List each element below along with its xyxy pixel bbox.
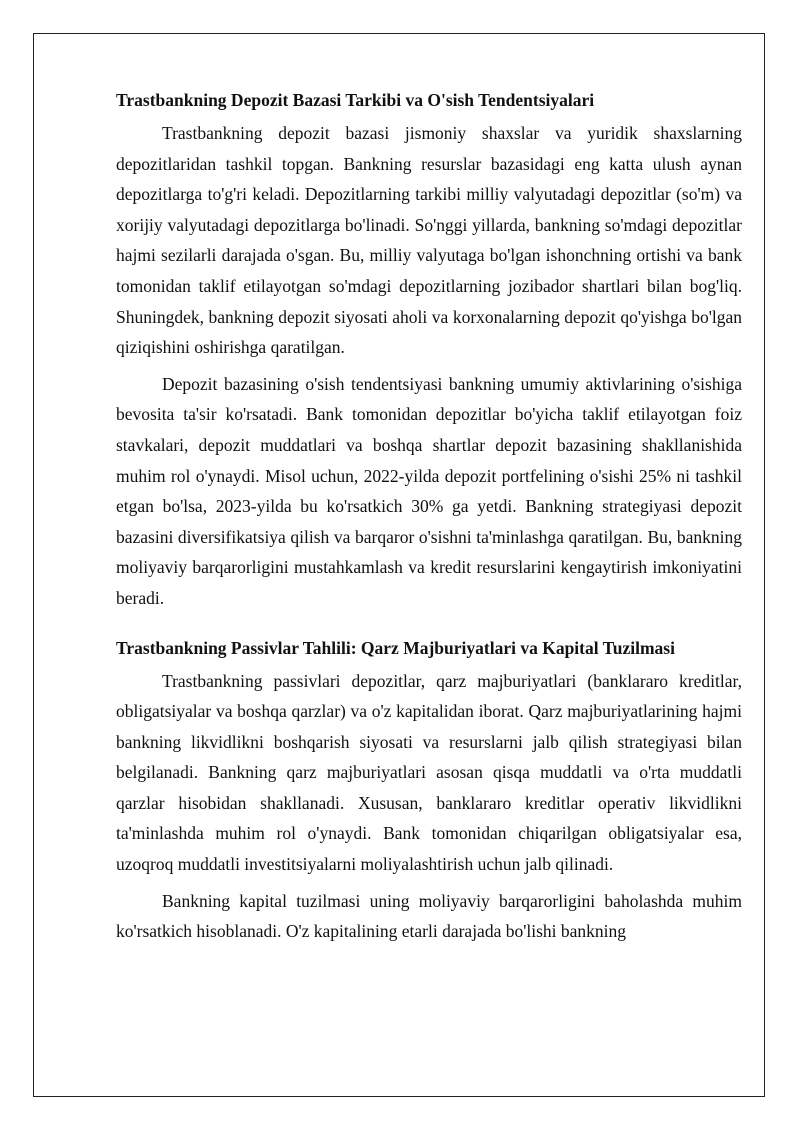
paragraph: Trastbankning passivlari depozitlar, qarz majburiyatlari (banklararo kreditlar, obligatsiyalar va boshqa qarzlar) va o'z kapitalidan iborat. Qarz majburiyatlarining hajmi bankning likvidlikni boshqarish siyosati va resurslarni jalb qilish strategiyasi bilan belgilanadi. Bankning qarz majburiyatlari asosan qisqa muddatli va o'rta muddatli qarzlar hisobidan shakllanadi. Xususan, banklararo kreditlar operativ likvidlikni ta'minlashda muhim rol o'ynaydi. Bank tomonidan chiqarilgan obligatsiyalar esa, uzoqroq muddatli investitsiyalarni moliyalashtirish uchun jalb qilinadi. xyxy=(116,670,742,875)
section-heading-deposit-base: Trastbankning Depozit Bazasi Tarkibi va O'sish Tendentsiyalari xyxy=(116,90,595,110)
paragraph: Trastbankning depozit bazasi jismoniy shaxslar va yuridik shaxslarning depozitlaridan tashkil topgan. Bankning resurslar bazasidagi eng katta ulush aynan depozitlarga to'g'ri keladi. Depozitlarning tarkibi milliy valyutadagi depozitlar (so'm) va xorijiy valyutadagi depozitlarga bo'linadi. So'nggi yillarda, bankning so'mdagi depozitlar hajmi sezilarli darajada o'sgan. Bu, milliy valyutaga bo'lgan ishonchning ortishi va bank tomonidan taklif etilayotgan so'mdagi depozitlarning jozibador shartlari bilan bog'liq. Shuningdek, bankning depozit siyosati aholi va korxonalarning depozit qo'yishga bo'lgan qiziqishini oshirishga qaratilgan. xyxy=(116,123,742,358)
document-body xyxy=(116,86,742,947)
section-heading-liabilities: Trastbankning Passivlar Tahlili: Qarz Majburiyatlari va Kapital Tuzilmasi xyxy=(116,637,675,658)
paragraph: Depozit bazasining o'sish tendentsiyasi bankning umumiy aktivlarining o'sishiga bevosita ta'sir ko'rsatadi. Bank tomonidan depozitlar bo'yicha taklif etilayotgan foiz stavkalari, depozit muddatlari va boshqa shartlar depozit bazasining shakllanishida muhim rol o'ynaydi. Misol uchun, 2022-yilda depozit portfelining o'sishi 25% ni tashkil etgan bo'lsa, 2023-yilda bu ko'rsatkich 30% ga yetdi. Bankning strategiyasi depozit bazasini diversifikatsiya qilish va barqaror o'sishni ta'minlashga qaratilgan. Bu, bankning moliyaviy barqarorligini mustahkamlash va kredit resurslarini kengaytirish imkoniyatini beradi. xyxy=(116,373,742,608)
paragraph: Bankning kapital tuzilmasi uning moliyaviy barqarorligini baholashda muhim ko'rsatkich hisoblanadi. O'z kapitalining etarli darajada bo'lishi bankning xyxy=(116,890,742,942)
